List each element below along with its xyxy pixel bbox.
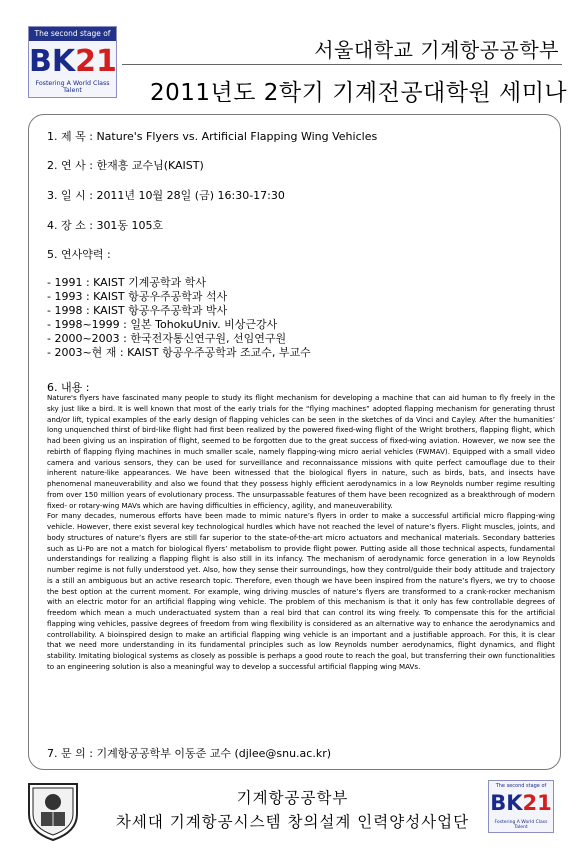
bio-heading: 5. 연사약력 : <box>47 248 111 261</box>
bio-item: - 1991 : KAIST 기계공학과 학사 <box>47 276 207 289</box>
footer-program: 차세대 기계항공시스템 창의설계 인력양성사업단 <box>115 813 470 831</box>
place-line: 4. 장 소 : 301동 105호 <box>47 219 164 232</box>
bio-list <box>47 276 311 360</box>
logo-small-tagline: The second stage of <box>495 783 547 789</box>
department-name: 서울대학교 기계항공공학부 <box>314 38 559 62</box>
footer-dept: 기계항공공학부 <box>236 789 349 807</box>
abstract <box>47 393 555 673</box>
bio-item: - 1993 : KAIST 항공우주공학과 석사 <box>47 290 228 303</box>
abstract-paragraph-1: Nature's flyers have fascinated many people to study its flight mechanism for developing a machine that can aid human to fly freely in the sky just like a bird. It is well known that most of the early trials for the “flying machines” adopted flapping mechanism for generating thrust and/or lift, typical examples of the early design of flapping vehicles can be seen in the sketches of da Vinci and Cayley. After the humanities’ long unquenched thirst of bird-like flight had first been realized by the powered fixed-wing flight of the Wright brothers, flapping flight, which had been giving us an inspiration of flight, seemed to be forgotten due to the great success of fixed-wing aviation. However, we now see the rebirth of flapping flying machines in much smaller scale, namely flapping-wing micro aerial vehicles (FWMAV). Equipped with a small video camera and various sensors, they can be used for surveillance and reconnaissance missions with quite perfect camouflage due to their inherent nature-like appearances. We have been witnessed that the biological flyers in nature, such as birds, bats, and insects have phenomenal maneuverability and also we found that they possess highly efficient aerodynamics in a low Reynolds number regime resulting from over 150 million years of evolutionary process. The unsurpassable features of them have been recognized as a breakthrough of modern fixed- or rotary-wing MAVs which are having difficulties in efficiency, agility, and maneuverability. <box>47 393 555 510</box>
bio-item: - 2000~2003 : 한국전자통신연구원, 선임연구원 <box>47 332 287 345</box>
bio-item: - 2003~현 재 : KAIST 항공우주공학과 조교수, 부교수 <box>47 346 311 359</box>
logo-tagline: The second stage of <box>29 27 116 41</box>
logo-small-wordmark: BK21 <box>490 791 552 815</box>
speaker-line: 2. 연 사 : 한재흥 교수님(KAIST) <box>47 159 204 172</box>
bio-item: - 1998 : KAIST 항공우주공학과 박사 <box>47 304 228 317</box>
subject-line: 1. 제 목 : Nature's Flyers vs. Artificial Flapping Wing Vehicles <box>47 130 378 143</box>
logo-footer: Fostering A World Class Talent <box>35 80 110 94</box>
logo-small-footer: Fostering A World Class Talent <box>494 820 548 830</box>
bio-item: - 1998~1999 : 일본 TohokuUniv. 비상근강사 <box>47 318 278 331</box>
page-title: 2011년도 2학기 기계전공대학원 세미나 <box>150 80 568 106</box>
logo-wordmark: BK21 <box>29 44 117 79</box>
abstract-paragraph-2: For many decades, numerous efforts have been made to mimic nature’s flyers in order to make a successful artificial micro flapping-wing vehicle. However, there exist several key technological hurdles which have not reached the level of nature’s flyers. Flight muscles, joints, and body structures of nature’s flyers are still far superior to the state-of-the-art micro actuators and mechanical materials. Secondary batteries such as Li-Po are not a match for biological flyers’ metabolism to provide flight power. Putting aside all those technical aspects, fundamental understandings for realizing a flapping flight is also still in its infancy. The mechanism of aerodynamic force generation in a low Reynolds number regime is not fully understood yet. Also, how they sense their surroundings, how they control/guide their body attitude and trajectory is a still an ambiguous but an active research topic. Therefore, even though we have been inspired from the nature’s flyers, we try to choose the best option at the current moment. For example, wing driving muscles of nature’s flyers are transformed to a crank-rocker mechanism with an electric motor for an artificial flapping wing vehicle. The problem of this mechanism is that it only has few controllable degrees of freedom which mean a much underactuated system than a real bird that can control its wing freely. To compensate this for the artificial flapping wing vehicles, passive degrees of freedom from wing flexibility is considered as an alternative way to enhance the aerodynamics and controllability. A bioinspired design to make an artificial flapping wing vehicle is an important and a justifiable approach. For this, it is clear that we need more understanding in its fundamental principles such as low Reynolds number aerodynamics, flight dynamics, and flight stability. Imitating biological systems as closely as possible is perhaps a good route to reach the goal, but transferring their own functionalities to an engineering solution is also a meaningful way to develop a successful artificial flapping wing MAVs. <box>47 511 555 671</box>
datetime-line: 3. 일 시 : 2011년 10월 28일 (금) 16:30-17:30 <box>47 189 285 202</box>
bk21-logo-small <box>488 780 554 833</box>
bk21-logo <box>28 26 117 98</box>
contact-line: 7. 문 의 : 기계항공공학부 이동준 교수 (djlee@snu.ac.kr) <box>47 747 332 760</box>
title-divider <box>122 64 562 65</box>
content-heading: 6. 내용 : <box>47 381 90 394</box>
